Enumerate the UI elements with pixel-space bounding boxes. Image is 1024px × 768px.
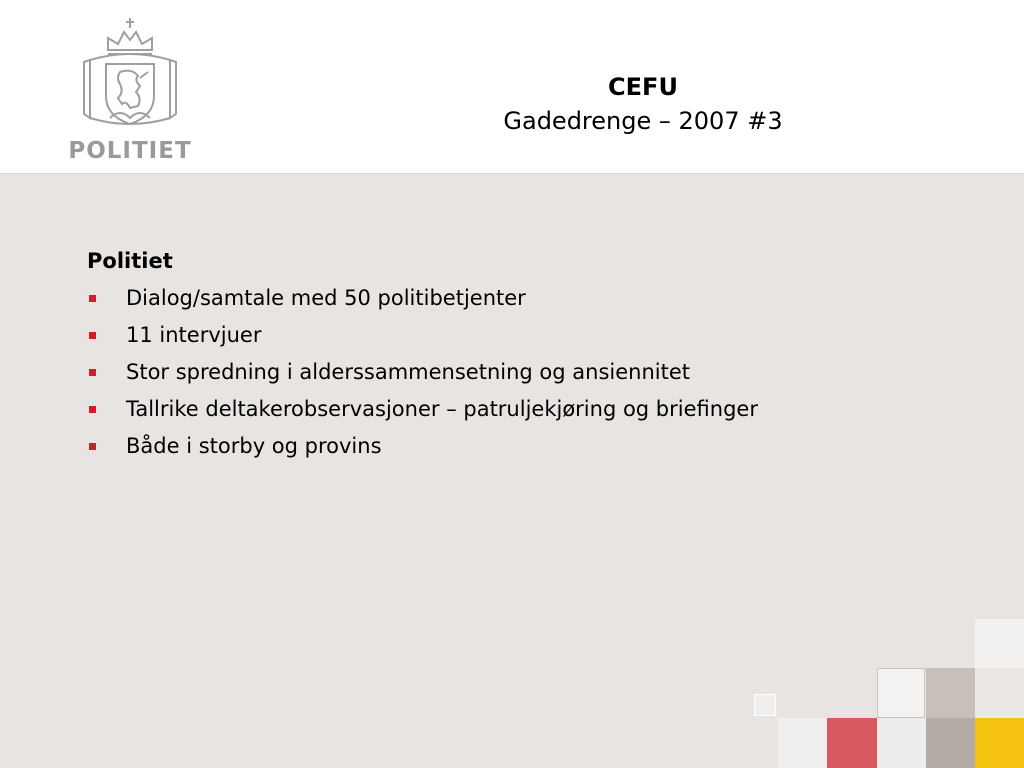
bullet-text: Både i storby og provins — [126, 434, 382, 458]
logo-text: POLITIET — [68, 138, 192, 164]
bullet-square-icon — [89, 332, 96, 339]
mosaic-tile — [877, 718, 926, 768]
mosaic-tile — [975, 619, 1024, 668]
mosaic-tile — [926, 668, 975, 718]
bullet-item — [87, 391, 967, 428]
police-crest-icon — [80, 18, 180, 133]
bullet-square-icon — [89, 443, 96, 450]
bullet-item — [87, 354, 967, 391]
bullet-list — [87, 280, 967, 465]
mosaic-tile — [877, 668, 925, 718]
bullet-text: Dialog/samtale med 50 politibetjenter — [126, 286, 526, 310]
bullet-item — [87, 428, 967, 465]
bullet-square-icon — [89, 406, 96, 413]
politiet-logo — [50, 18, 210, 166]
bullet-item — [87, 317, 967, 354]
header — [0, 0, 1024, 174]
bullet-square-icon — [89, 295, 96, 302]
slide-content — [87, 244, 967, 465]
bullet-square-icon — [89, 369, 96, 376]
bullet-text: 11 intervjuer — [126, 323, 262, 347]
title-subtitle: Gadedrenge – 2007 #3 — [503, 107, 783, 135]
mosaic-tile — [827, 718, 877, 768]
mosaic-tile — [778, 718, 827, 768]
title-main: CEFU — [608, 73, 678, 101]
mosaic-tile — [975, 718, 1024, 768]
bullet-text: Tallrike deltakerobservasjoner – patruljekjøring og briefinger — [126, 397, 758, 421]
mosaic-tile — [754, 694, 776, 716]
mosaic-photo-tile — [926, 718, 975, 768]
section-heading: Politiet — [87, 249, 173, 273]
slide-title — [440, 70, 846, 138]
mosaic-tile — [975, 668, 1024, 718]
bullet-item — [87, 280, 967, 317]
bullet-text: Stor spredning i alderssammensetning og ansiennitet — [126, 360, 690, 384]
